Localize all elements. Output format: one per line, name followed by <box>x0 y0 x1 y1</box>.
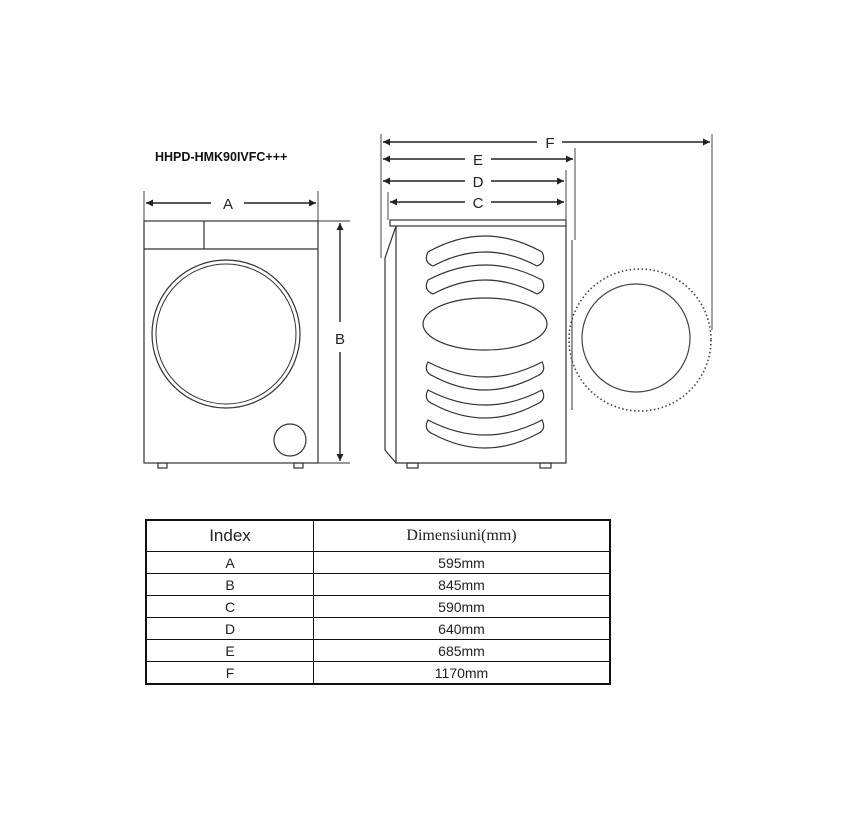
dimension-f <box>383 135 710 152</box>
dim-d-label: D <box>472 174 484 191</box>
row-value: 1170mm <box>314 662 611 685</box>
vent-center-oval <box>423 298 547 350</box>
vent-slot-5 <box>426 420 543 448</box>
side-view <box>381 134 712 468</box>
vent-slot-4 <box>426 390 543 418</box>
dim-c-label: C <box>472 195 484 212</box>
side-door-bulge <box>385 226 396 463</box>
model-name: HHPD-HMK90IVFC+++ <box>155 150 288 164</box>
dimension-a <box>146 196 316 213</box>
side-foot-front <box>407 463 418 468</box>
front-body-outline <box>144 221 318 463</box>
front-door-inner <box>156 264 296 404</box>
table-header-row <box>146 520 610 552</box>
side-foot-back <box>540 463 551 468</box>
vent-slot-1 <box>426 236 543 266</box>
row-index: C <box>146 596 314 618</box>
side-body-outline <box>396 226 566 463</box>
dim-b-label: B <box>334 331 346 348</box>
dimension-e <box>383 152 573 169</box>
vent-slot-2 <box>426 265 543 294</box>
row-index: E <box>146 640 314 662</box>
vent-slot-3 <box>426 362 543 390</box>
header-index: Index <box>146 520 314 552</box>
side-top-edge <box>390 220 566 226</box>
filter-cover <box>274 424 306 456</box>
row-index: B <box>146 574 314 596</box>
table-row <box>146 640 610 662</box>
table-row <box>146 618 610 640</box>
table-row <box>146 662 610 685</box>
front-door-outer <box>152 260 300 408</box>
row-value: 590mm <box>314 596 611 618</box>
open-door <box>569 269 711 411</box>
row-value: 640mm <box>314 618 611 640</box>
dim-e-label: E <box>472 152 484 169</box>
table-row <box>146 574 610 596</box>
row-index: D <box>146 618 314 640</box>
open-door-glass <box>582 284 690 392</box>
dimension-c <box>390 195 564 212</box>
dim-f-label: F <box>545 135 555 152</box>
dimension-b <box>335 223 345 461</box>
dimension-d <box>383 174 564 191</box>
front-foot-left <box>158 463 167 468</box>
row-value: 595mm <box>314 552 611 574</box>
row-index: F <box>146 662 314 685</box>
front-foot-right <box>294 463 303 468</box>
table-row <box>146 552 610 574</box>
row-value: 845mm <box>314 574 611 596</box>
dim-a-label: A <box>222 196 234 213</box>
row-index: A <box>146 552 314 574</box>
row-value: 685mm <box>314 640 611 662</box>
header-dimension: Dimensiuni(mm) <box>314 520 611 552</box>
dimension-table <box>145 519 611 685</box>
table-row <box>146 596 610 618</box>
front-view <box>144 191 350 468</box>
